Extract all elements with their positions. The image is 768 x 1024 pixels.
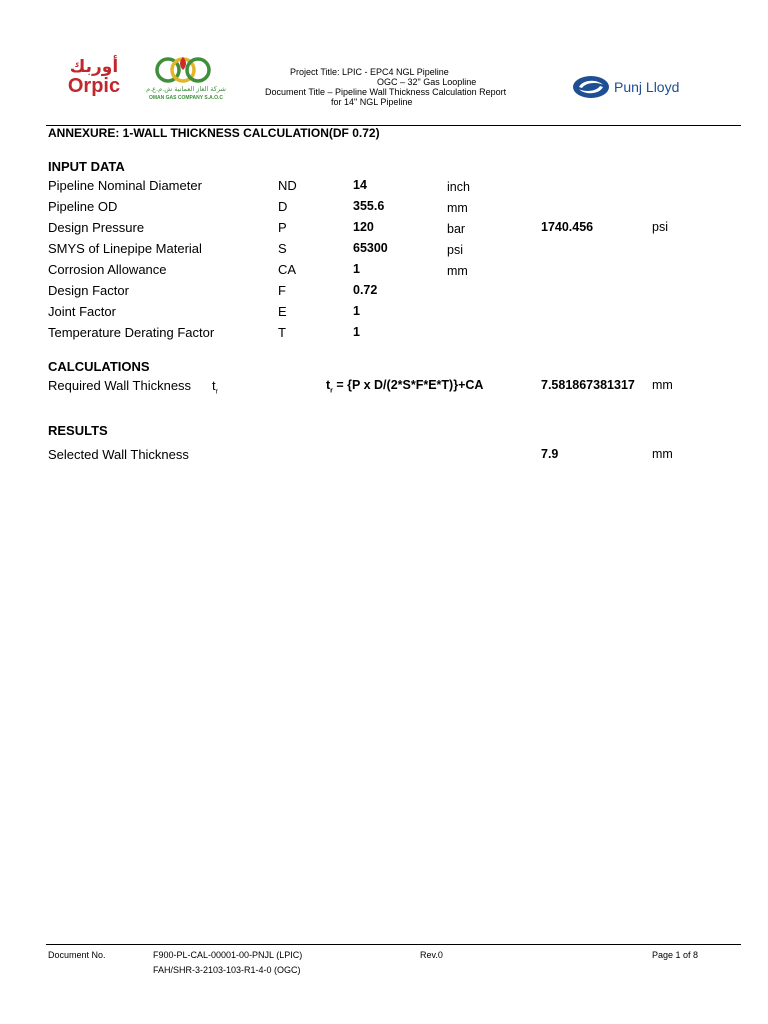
row-extra-unit: psi — [652, 220, 668, 234]
punj-lloyd-logo — [572, 72, 690, 102]
footer-revision: Rev.0 — [420, 950, 443, 960]
required-wall-thickness-unit: mm — [652, 378, 673, 392]
row-label: Temperature Derating Factor — [48, 325, 215, 340]
row-label: SMYS of Linepipe Material — [48, 241, 202, 256]
row-unit: bar — [447, 222, 466, 236]
required-wall-thickness-label: Required Wall Thickness — [48, 378, 192, 393]
ogc-logo — [138, 52, 234, 102]
row-symbol: S — [278, 241, 287, 256]
row-extra-value: 1740.456 — [541, 220, 594, 234]
formula-subscript: r — [330, 387, 333, 395]
required-wall-thickness-symbol — [212, 378, 218, 396]
row-label: Pipeline OD — [48, 199, 118, 214]
row-symbol: F — [278, 283, 286, 298]
orpic-logo-arabic: أوربك — [69, 57, 119, 77]
symbol-subscript: r — [215, 388, 218, 396]
orpic-logo-latin: Orpic — [67, 75, 121, 97]
document-subtitle: for 14" NGL Pipeline — [331, 97, 413, 107]
row-unit: inch — [447, 180, 470, 194]
punj-lloyd-emblem-icon — [573, 76, 609, 98]
footer-document-no-label: Document No. — [48, 950, 106, 960]
ogc-logo-arabic: شركة الغاز العمانية ش.م.ع.م — [146, 85, 226, 93]
row-value: 65300 — [353, 241, 388, 255]
row-label: Corrosion Allowance — [48, 262, 167, 277]
row-value: 120 — [353, 220, 374, 234]
orpic-logo — [62, 54, 126, 98]
footer-document-no-ogc: FAH/SHR-3-2103-103-R1-4-0 (OGC) — [153, 965, 301, 975]
row-symbol: ND — [278, 178, 297, 193]
footer-divider — [46, 944, 741, 945]
row-label: Design Pressure — [48, 220, 145, 235]
row-unit: mm — [447, 201, 468, 215]
formula-base: t — [326, 378, 331, 392]
row-value: 0.72 — [353, 283, 378, 297]
row-label: Design Factor — [48, 283, 129, 298]
row-value: 1 — [353, 262, 360, 276]
selected-wall-thickness-value: 7.9 — [541, 447, 559, 461]
row-value: 1 — [353, 304, 360, 318]
row-value: 1 — [353, 325, 360, 339]
annexure-title: ANNEXURE: 1-WALL THICKNESS CALCULATION(DF 0.72) — [48, 126, 380, 140]
formula-expression: = {P x D/(2*S*F*E*T)}+CA — [332, 378, 484, 392]
row-unit: mm — [447, 264, 468, 278]
row-symbol: CA — [278, 262, 297, 277]
row-label: Joint Factor — [48, 304, 116, 319]
selected-wall-thickness-label: Selected Wall Thickness — [48, 447, 189, 462]
results-heading: RESULTS — [48, 423, 108, 438]
row-value: 355.6 — [353, 199, 385, 213]
row-symbol: D — [278, 199, 288, 214]
selected-wall-thickness-unit: mm — [652, 447, 673, 461]
ogc-logo-latin: OMAN GAS COMPANY S.A.O.C — [149, 95, 223, 101]
project-subtitle: OGC – 32" Gas Loopline — [377, 77, 477, 87]
row-value: 14 — [353, 178, 367, 192]
project-title: Project Title: LPIC - EPC4 NGL Pipeline — [290, 67, 449, 77]
symbol-base: t — [212, 378, 216, 393]
row-symbol: E — [278, 304, 287, 319]
footer-page-number: Page 1 of 8 — [652, 950, 699, 960]
row-label: Pipeline Nominal Diameter — [48, 178, 202, 193]
wall-thickness-formula — [326, 378, 483, 395]
ogc-rings-icon — [157, 57, 209, 81]
document-title: Document Title – Pipeline Wall Thickness Calculation Report — [265, 87, 507, 97]
required-wall-thickness-value: 7.581867381317 — [541, 378, 635, 392]
input-data-heading: INPUT DATA — [48, 159, 125, 174]
row-symbol: T — [278, 325, 286, 340]
row-unit: psi — [447, 243, 463, 257]
calculations-heading: CALCULATIONS — [48, 359, 150, 374]
row-symbol: P — [278, 220, 287, 235]
footer-document-no-lpic: F900-PL-CAL-00001-00-PNJL (LPIC) — [153, 950, 303, 960]
punj-lloyd-logo-text: Punj Lloyd — [614, 79, 680, 95]
